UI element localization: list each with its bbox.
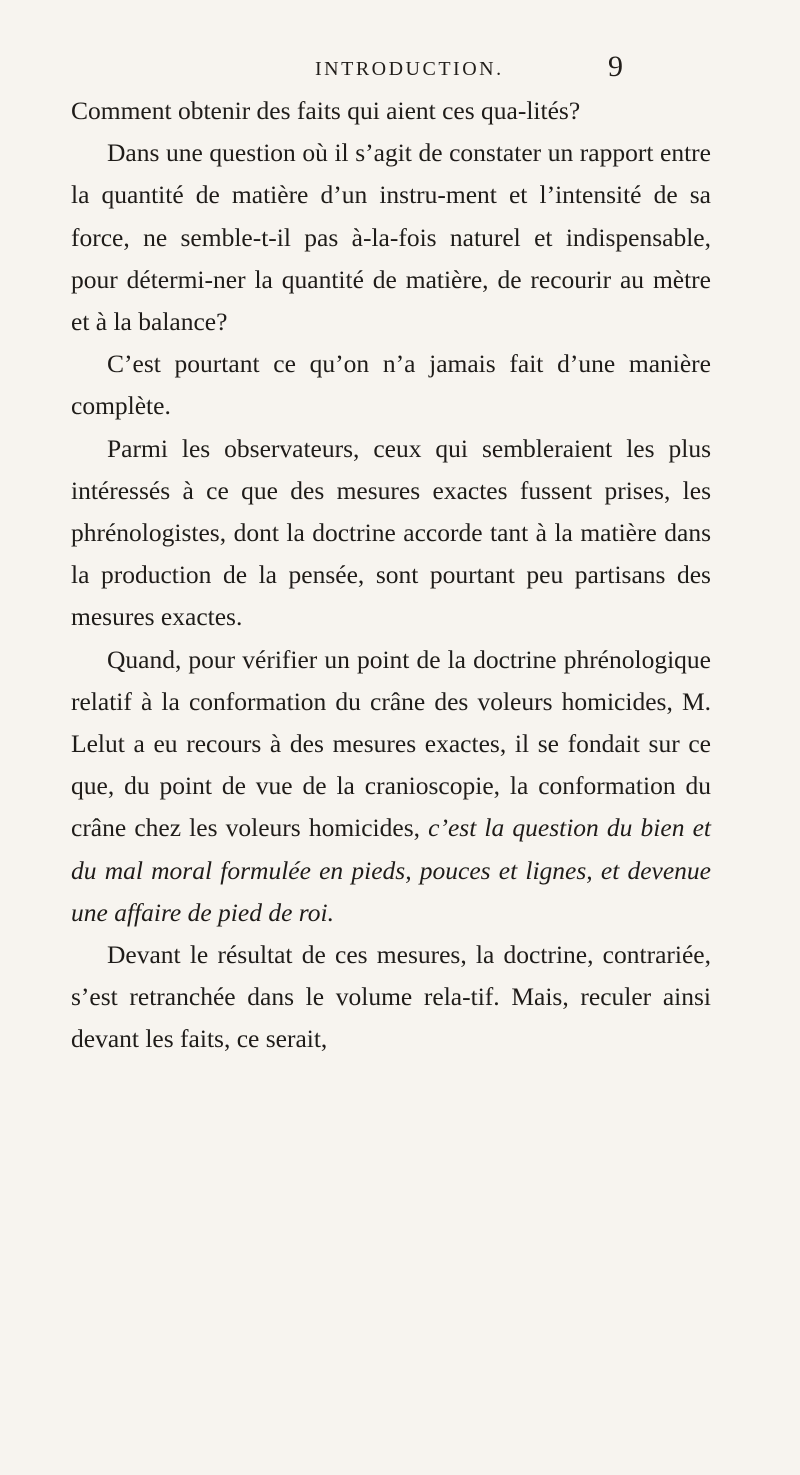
paragraph-5-italic: c’est la question du bien et du mal moral formulée en pieds, pouces et lignes, et devenue une affaire de pied de roi.	[71, 813, 711, 927]
page-number: 9	[608, 50, 623, 83]
paragraph-5	[71, 639, 711, 934]
paragraph-2: Dans une question où il s’agit de constater un rapport entre la quantité de matière d’un instru-ment et l’intensité de sa force, ne semble-t-il pas à-la-fois naturel et indispensable, pour détermi-ner la quantité de matière, de recourir au mètre et à la balance?	[71, 138, 711, 337]
paragraph-3: C’est pourtant ce qu’on n’a jamais fait d’une manière complète.	[71, 349, 711, 421]
paragraph-6: Devant le résultat de ces mesures, la doctrine, contrariée, s’est retranchée dans le volume rela-tif. Mais, reculer ainsi devant les faits, ce serait,	[71, 940, 711, 1054]
running-head: INTRODUCTION.	[315, 58, 504, 80]
paragraph-4: Parmi les observateurs, ceux qui sembleraient les plus intéressés à ce que des mesures exactes fussent prises, les phrénologistes, dont la doctrine accorde tant à la matière dans la production de la pensée, sont pourtant peu partisans des mesures exactes.	[71, 433, 711, 632]
page-header	[0, 48, 800, 88]
body-text	[71, 90, 711, 1061]
paragraph-5-roman: Quand, pour vérifier un point de la doctrine phrénologique relatif à la conformation du crâne des voleurs homicides, M. Lelut a eu recours à des mesures exactes, il se fondait sur ce que, du point de vue de la cranioscopie, la conformation du crâne chez les voleurs homicides,	[71, 644, 711, 843]
paragraph-1: Comment obtenir des faits qui aient ces qua-lités?	[71, 96, 581, 125]
